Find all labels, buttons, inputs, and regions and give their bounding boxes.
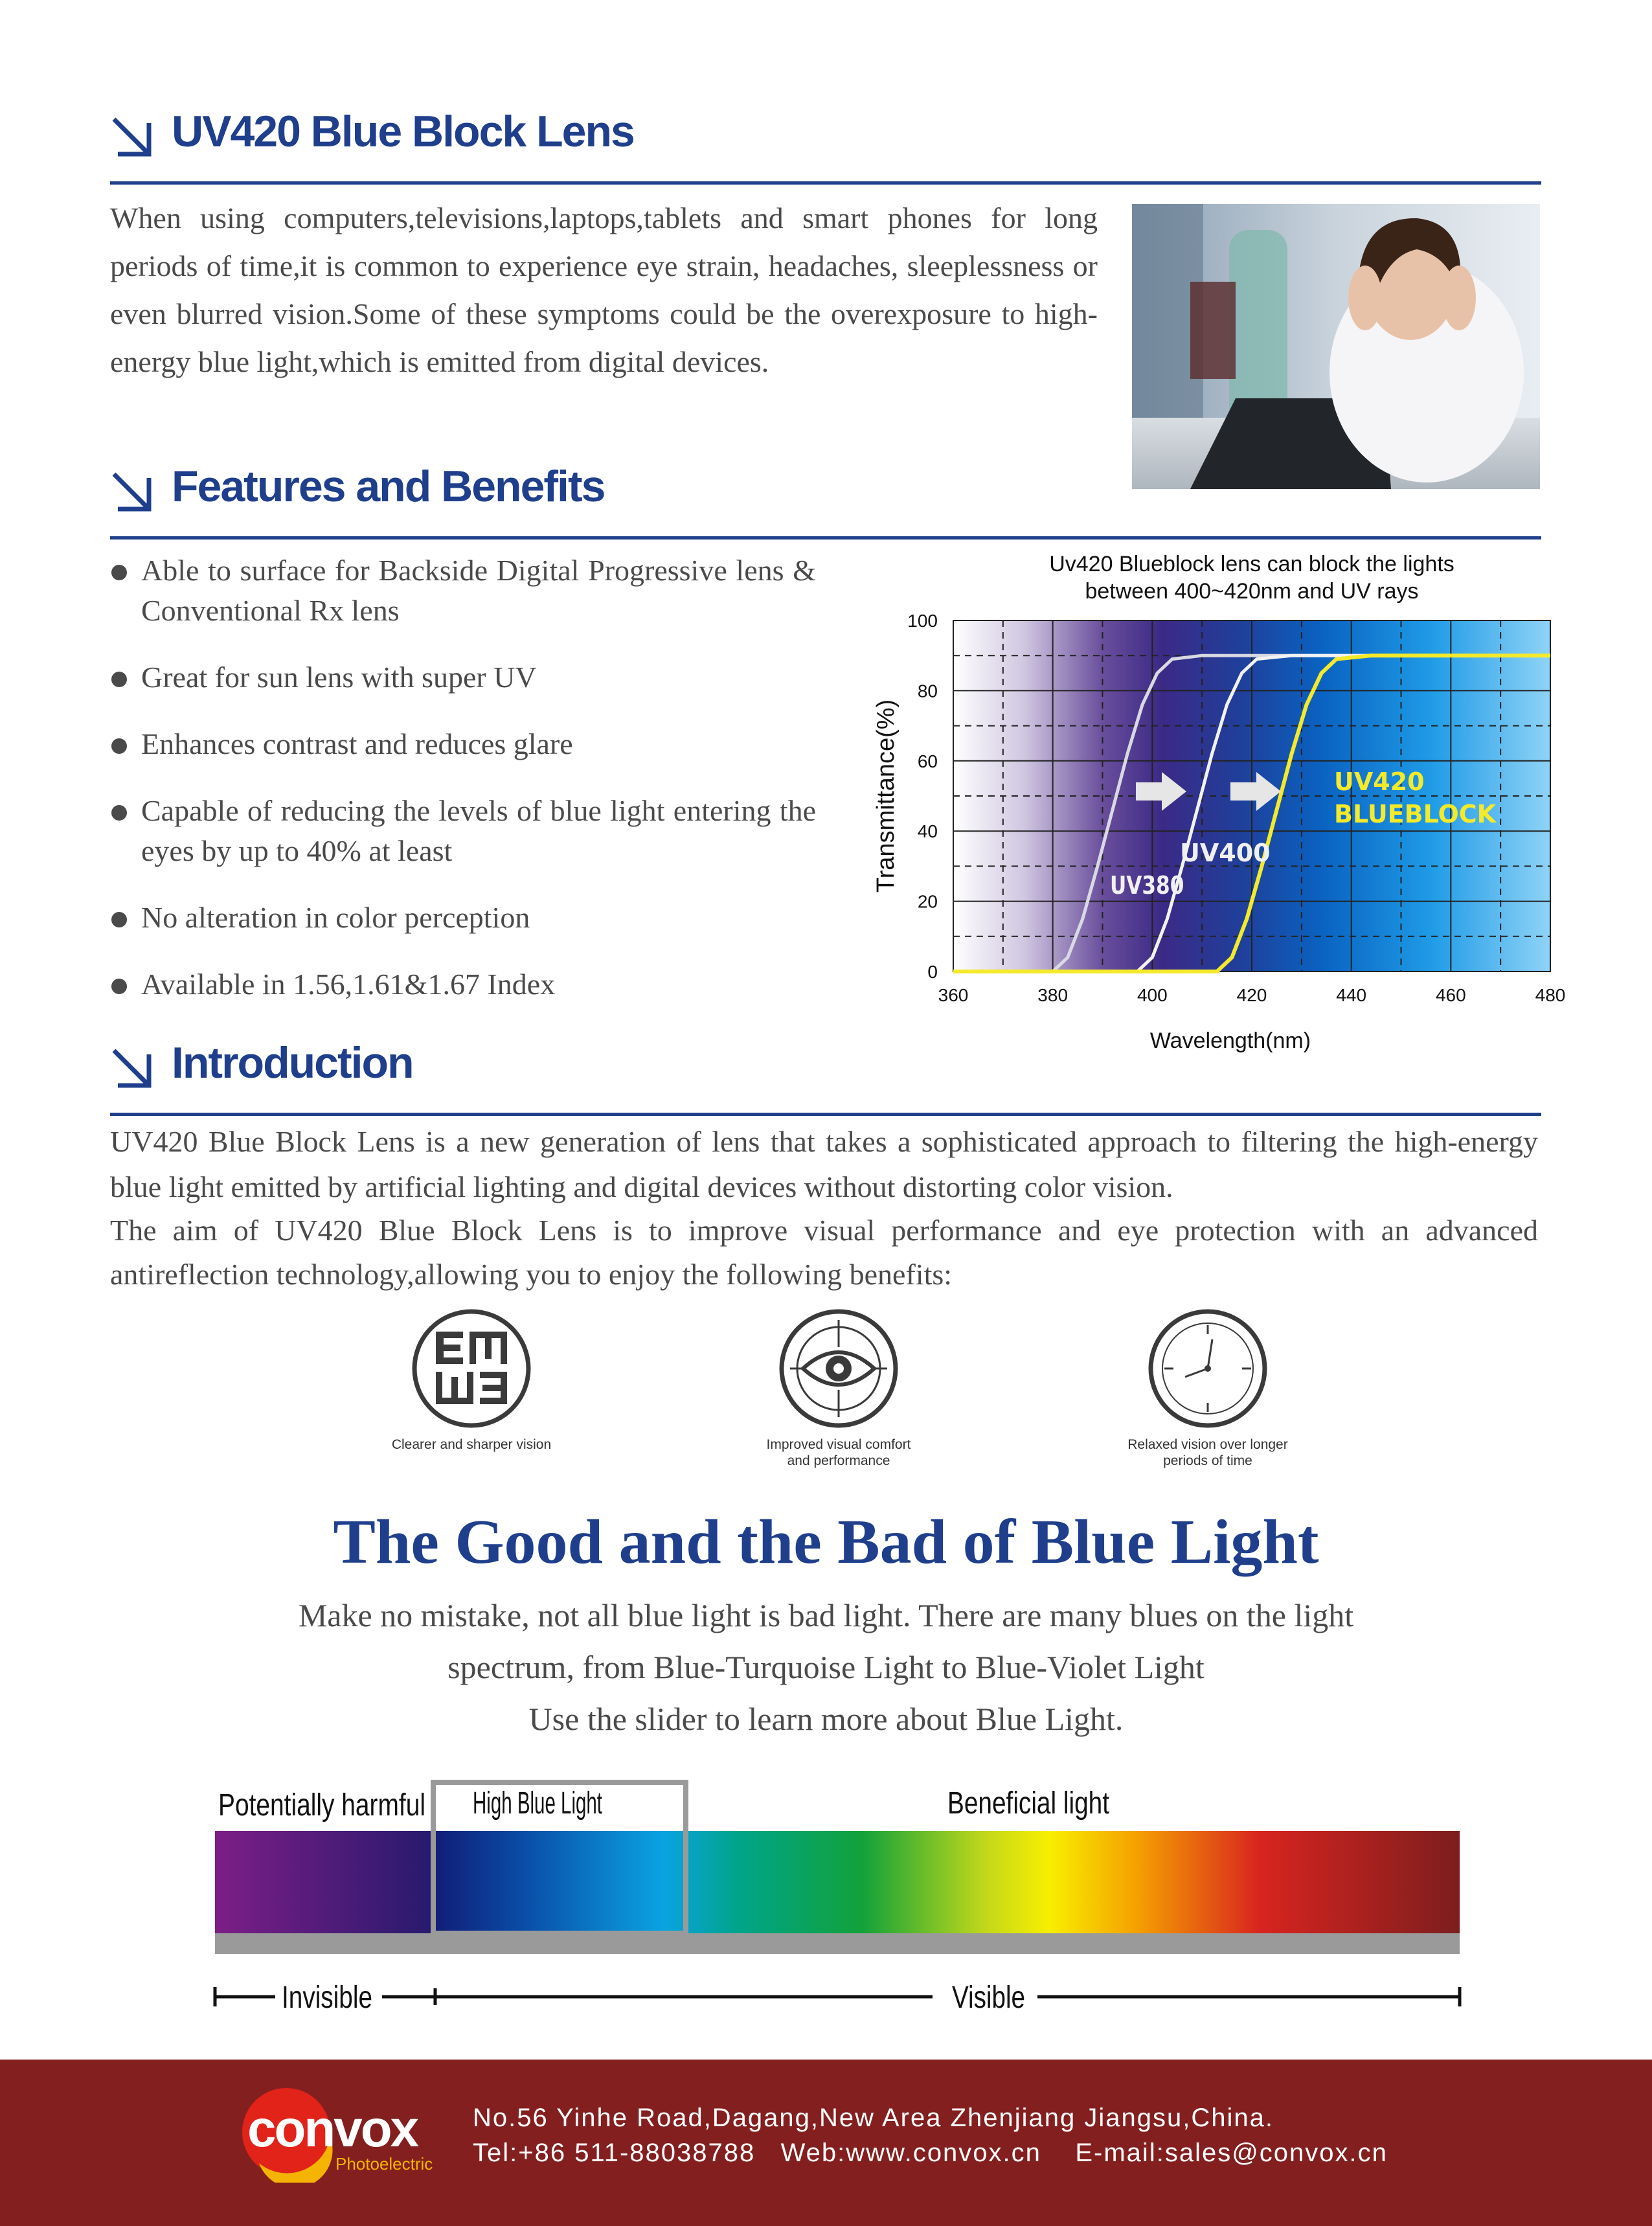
transmittance-chart — [842, 544, 1567, 1062]
bullet-icon — [111, 672, 127, 687]
label-beneficial-light: Beneficial light — [947, 1786, 1109, 1821]
feature-item: Great for sun lens with super UV — [110, 657, 816, 698]
introduction-paragraph-2: The aim of UV420 Blue Block Lens is to improve visual performance and eye protection with an advanced antireflection technology,allowing you to enjoy the following benefits: — [110, 1214, 1538, 1291]
label-potentially-harmful: Potentially harmful — [218, 1788, 425, 1823]
y-axis-label: Transmittance(%) — [872, 699, 900, 893]
clock-icon — [1146, 1307, 1269, 1430]
good-bad-title: The Good and the Bad of Blue Light — [333, 1507, 1319, 1577]
feature-item: Able to surface for Backside Digital Progressive lens & Conventional Rx lens — [110, 551, 816, 631]
E-chart-icon — [410, 1307, 533, 1430]
feature-item: No alteration in color perception — [110, 898, 816, 938]
label-invisible: Invisible — [282, 1981, 372, 2015]
features-list — [110, 551, 816, 1031]
spectrum-bar — [215, 1831, 1460, 1933]
footer — [0, 2060, 1652, 2226]
bullet-icon — [111, 912, 127, 927]
intro-paragraph: When using computers,televisions,laptops,tablets and smart phones for long periods of time,it is common to experience eye strain, headaches, sleeplessness or even blurred vision.Some of these symptoms could be the overexposure to high-energy blue light,which is emitted from digital devices. — [110, 201, 1098, 378]
good-bad-line-1: Make no mistake, not all blue light is bad light. There are many blues on the light — [298, 1597, 1354, 1633]
footer-address: No.56 Yinhe Road,Dagang,New Area Zhenjiang Jiangsu,China. — [473, 2104, 1274, 2132]
series-label-uv420: UV420 — [1334, 767, 1425, 796]
y-tick-label: 0 — [927, 962, 938, 982]
y-tick-label: 20 — [917, 891, 938, 912]
x-tick-label: 440 — [1336, 985, 1367, 1005]
good-bad-line-2: spectrum, from Blue-Turquoise Light to Blue-Violet Light — [447, 1649, 1205, 1685]
x-tick-label: 460 — [1435, 985, 1466, 1005]
arrow-down-right-icon — [110, 115, 157, 162]
y-tick-label: 100 — [907, 611, 938, 631]
svg-text:Photoelectric: Photoelectric — [335, 2154, 433, 2174]
x-tick-label: 480 — [1535, 985, 1566, 1005]
footer-contact: Tel:+86 511-88038788 Web:www.convox.cn E-mail:sales@convox.cn — [473, 2139, 1388, 2167]
arrow-down-right-icon — [110, 1047, 157, 1093]
x-axis-label: Wavelength(nm) — [1149, 1028, 1311, 1053]
feature-item: Capable of reducing the levels of blue light entering the eyes by up to 40% at least — [110, 791, 816, 871]
icon-caption: Improved visual comfort and performance — [766, 1437, 911, 1468]
chart-title-line1: Uv420 Blueblock lens can block the lights — [1049, 552, 1454, 576]
series-label-blueblock: BLUEBLOCK — [1334, 800, 1497, 828]
section-title: UV420 Blue Block Lens — [172, 107, 634, 156]
series-label-uv400: UV400 — [1180, 839, 1271, 867]
x-tick-label: 380 — [1037, 985, 1069, 1005]
woman-headache-photo — [1132, 204, 1540, 489]
x-tick-label: 420 — [1236, 985, 1267, 1005]
light-spectrum-slider[interactable] — [207, 1775, 1470, 2021]
y-tick-label: 40 — [917, 821, 938, 842]
series-label-uv380: UV380 — [1110, 872, 1184, 900]
feature-item: Enhances contrast and reduces glare — [110, 724, 816, 764]
section-title: Introduction — [172, 1038, 413, 1087]
x-tick-labels — [938, 985, 1566, 1005]
convox-logo — [233, 2085, 453, 2183]
svg-text:convox: convox — [247, 2100, 418, 2157]
section-header-uv420 — [110, 107, 1541, 185]
label-visible: Visible — [952, 1981, 1025, 2015]
y-tick-labels — [907, 611, 938, 982]
good-bad-line-3: Use the slider to learn more about Blue Light. — [528, 1701, 1124, 1737]
x-tick-label: 360 — [938, 985, 969, 1005]
arrow-down-right-icon — [110, 470, 157, 517]
bullet-icon — [111, 738, 127, 754]
bullet-icon — [111, 979, 127, 994]
icon-caption: Clearer and sharper vision — [391, 1437, 552, 1452]
icon-caption: Relaxed vision over longer periods of time — [1127, 1437, 1288, 1468]
chart-title-line2: between 400~420nm and UV rays — [1085, 579, 1419, 604]
y-tick-label: 80 — [917, 681, 938, 701]
section-title: Features and Benefits — [172, 462, 605, 511]
spectrum-base-bar — [215, 1933, 1460, 1954]
x-tick-label: 400 — [1137, 985, 1168, 1005]
eye-target-icon — [777, 1307, 900, 1430]
introduction-paragraph-1: UV420 Blue Block Lens is a new generation of lens that takes a sophisticated approach to filtering the high-energy blue light emitted by artificial lighting and digital devices without distorting color vision. — [110, 1125, 1538, 1203]
section-header-features — [110, 462, 1541, 539]
y-tick-label: 60 — [917, 751, 938, 771]
bullet-icon — [111, 805, 127, 821]
feature-item: Available in 1.56,1.61&1.67 Index — [110, 964, 816, 1005]
label-high-blue-light: High Blue Light — [473, 1786, 602, 1821]
bullet-icon — [111, 565, 127, 580]
